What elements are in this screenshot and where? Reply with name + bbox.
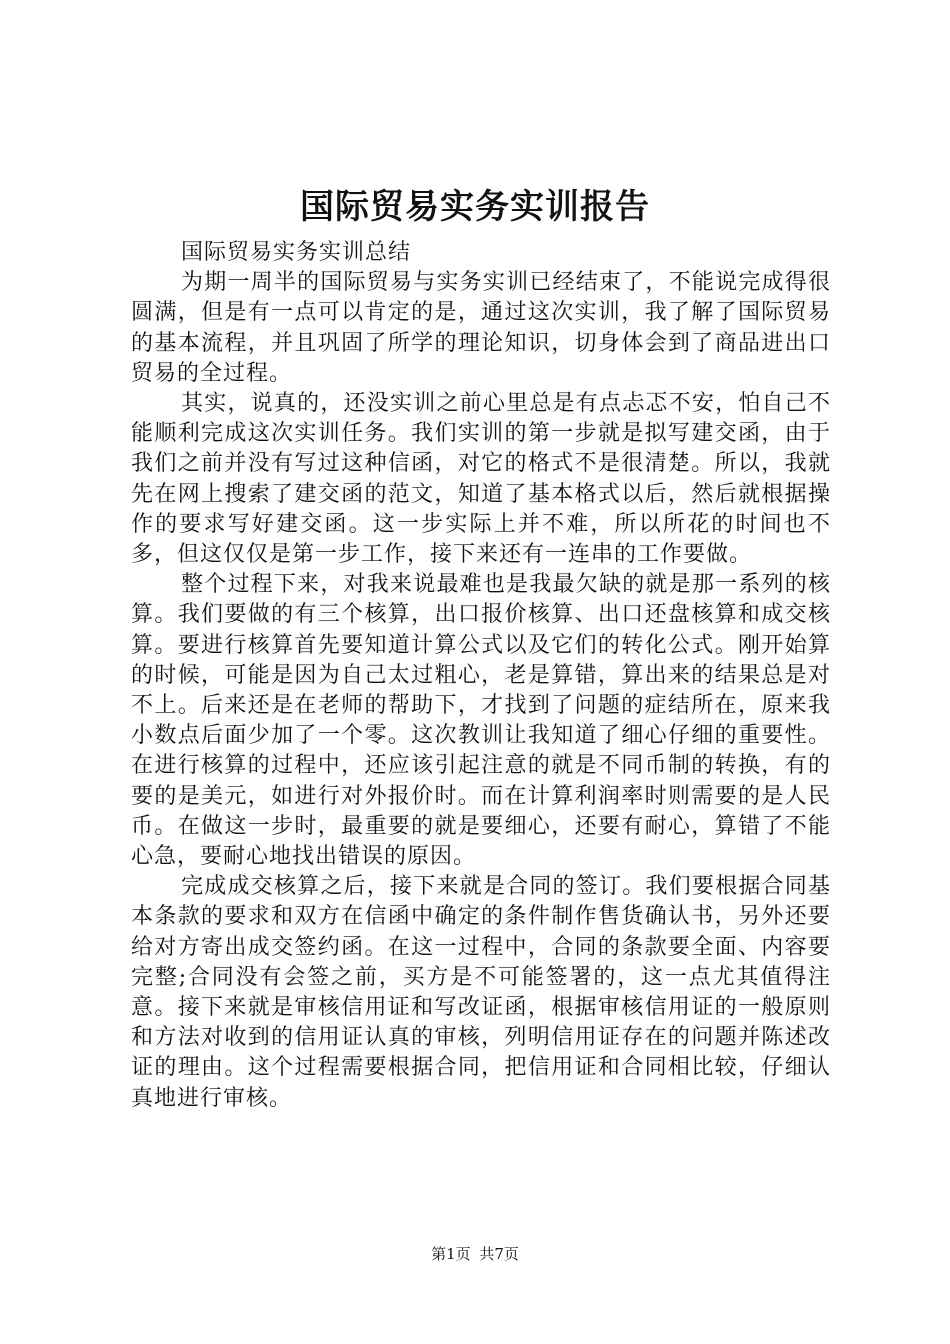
paragraph-1: 为期一周半的国际贸易与实务实训已经结束了，不能说完成得很圆满，但是有一点可以肯定的是，通过这次实训，我了解了国际贸易的基本流程，并且巩固了所学的理论知识，切身体会到了商品进出口贸易的全过程。: [131, 270, 831, 386]
document-title: 国际贸易实务实训报告: [300, 187, 650, 227]
paragraph-3: 整个过程下来，对我来说最难也是我最欠缺的就是那一系列的核算。我们要做的有三个核算，出口报价核算、出口还盘核算和成交核算。要进行核算首先要知道计算公式以及它们的转化公式。刚开始算的时候，可能是因为自己太过粗心，老是算错，算出来的结果总是对不上。后来还是在老师的帮助下，才找到了问题的症结所在，原来我小数点后面少加了一个零。这次教训让我知道了细心仔细的重要性。在进行核算的过程中，还应该引起注意的就是不同币制的转换，有的要的是美元，如进行对外报价时。而在计算利润率时则需要的是人民币。在做这一步时，最重要的就是要细心，还要有耐心，算错了不能心急，要耐心地找出错误的原因。: [131, 572, 831, 870]
paragraph-4: 完成成交核算之后，接下来就是合同的签订。我们要根据合同基本条款的要求和双方在信函中确定的条件制作售货确认书，另外还要给对方寄出成交签约函。在这一过程中，合同的条款要全面、内容要完整;合同没有会签之前，买方是不可能签署的，这一点尤其值得注意。接下来就是审核信用证和写改证函，根据审核信用证的一般原则和方法对收到的信用证认真的审核，列明信用证存在的问题并陈述改证的理由。这个过程需要根据合同，把信用证和合同相比较，仔细认真地进行审核。: [131, 874, 831, 1111]
document-body: [131, 238, 831, 1114]
page-total: 共7页: [479, 1245, 519, 1263]
paragraph-2: 其实，说真的，还没实训之前心里总是有点忐忑不安，怕自己不能顺利完成这次实训任务。我们实训的第一步就是拟写建交函，由于我们之前并没有写过这种信函，对它的格式不是很清楚。所以，我就先在网上搜索了建交函的范文，知道了基本格式以后，然后就根据操作的要求写好建交函。这一步实际上并不难，所以所花的时间也不多，但这仅仅是第一步工作，接下来还有一连串的工作要做。: [131, 391, 831, 568]
document-subtitle: 国际贸易实务实训总结: [181, 240, 412, 265]
page-footer: [0, 1244, 950, 1264]
page-number: 第1页: [431, 1245, 471, 1263]
